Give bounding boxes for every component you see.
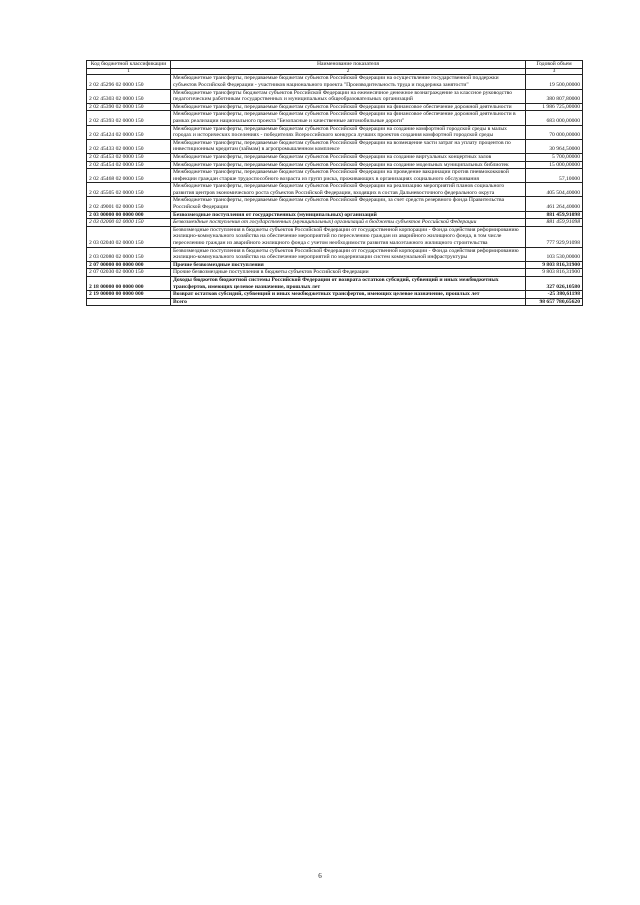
row-amount: 881 459,91098: [526, 219, 583, 227]
row-code: 2 02 45296 02 0000 150: [87, 75, 171, 89]
table-row: [87, 211, 583, 219]
row-name: Всего: [171, 298, 526, 306]
row-name: Межбюджетные трансферты, передаваемые бюджетам субъектов Российской Федерации на осуществление государственной поддержки субъектов Российской Федерации - участников национального проекта "Производительность труда и поддержка занятости": [171, 75, 526, 89]
table-row: [87, 103, 583, 111]
table-header-row: [87, 61, 583, 69]
row-amount: 103 530,00000: [526, 247, 583, 261]
row-code: 2 02 45393 02 0000 150: [87, 111, 171, 125]
row-code: 2 02 45454 02 0000 150: [87, 161, 171, 169]
table-row: [87, 89, 583, 103]
header-code: Код бюджетной классификации: [87, 61, 171, 69]
table-row: [87, 247, 583, 261]
table-row: [87, 161, 583, 169]
row-amount: 380 807,80000: [526, 89, 583, 103]
table-row: [87, 139, 583, 153]
row-code: 2 03 00000 00 0000 000: [87, 211, 171, 219]
header-name: Наименование показателя: [171, 61, 526, 69]
row-code: 2 02 49001 02 0000 150: [87, 197, 171, 211]
row-code: 2 03 02040 02 0000 150: [87, 226, 171, 247]
column-number: 2: [171, 68, 526, 75]
row-name: Безвозмездные поступления в бюджеты субъектов Российской Федерации от государственной корпорации - Фонда содействия реформированию жилищно-коммунального хозяйства на обеспечение мероприятий по переселению граждан из аварийного жилищного фонда, в том числе переселению граждан из аварийного жилищного фонда с учетом необходимости развития малоэтажного жилищного строительства: [171, 226, 526, 247]
table-row: [87, 277, 583, 291]
row-name: Межбюджетные трансферты, передаваемые бюджетам субъектов Российской Федерации на реализацию мероприятий планов социального развития центров экономического роста субъектов Российской Федерации, входящих в состав Дальневосточного федерального округа: [171, 183, 526, 197]
column-number: 1: [87, 68, 171, 75]
row-amount: 327 026,10580: [526, 277, 583, 291]
row-code: 2 02 45505 02 0000 150: [87, 183, 171, 197]
row-amount: 405 504,40000: [526, 183, 583, 197]
table-row: [87, 153, 583, 161]
table-row: [87, 125, 583, 139]
row-name: Доходы бюджетов бюджетной системы Российской Федерации от возврата остатков субсидий, субвенций и иных межбюджетных трансфертов, имеющих целевое назначение, прошлых лет: [171, 277, 526, 291]
header-amount: Годовой объем: [526, 61, 583, 69]
column-number-row: [87, 68, 583, 75]
row-name: Возврат остатков субсидий, субвенций и иных межбюджетных трансфертов, имеющих целевое назначение, прошлых лет: [171, 291, 526, 299]
row-name: Межбюджетные трансферты бюджетам субъектов Российской Федерации на ежемесячное денежное вознаграждение за классное руководство педагогическим работникам государственных и муниципальных общеобразовательных организаций: [171, 89, 526, 103]
row-amount: 9 803 816,31900: [526, 269, 583, 277]
table-row: [87, 183, 583, 197]
row-name: Безвозмездные поступления в бюджеты субъектов Российской Федерации от государственной корпорации - Фонда содействия реформированию жилищно-коммунального хозяйства на обеспечение мероприятий по модернизации систем коммунальной инфраструктуры: [171, 247, 526, 261]
row-amount: 15 000,00000: [526, 161, 583, 169]
row-amount: 461 264,40000: [526, 197, 583, 211]
row-name: Безвозмездные поступления от государственных (муниципальных) организаций в бюджеты субъектов Российской Федерации: [171, 219, 526, 227]
row-name: Межбюджетные трансферты, передаваемые бюджетам субъектов Российской Федерации на финансовое обеспечение дорожной деятельности в рамках реализации национального проекта "Безопасные и качественные автомобильные дороги": [171, 111, 526, 125]
row-name: Межбюджетные трансферты, передаваемые бюджетам субъектов Российской Федерации на создание модельных муниципальных библиотек: [171, 161, 526, 169]
table-row: [87, 261, 583, 269]
table-row: [87, 226, 583, 247]
row-name: Безвозмездные поступления от государственных (муниципальных) организаций: [171, 211, 526, 219]
table-row: [87, 111, 583, 125]
row-name: Межбюджетные трансферты, передаваемые бюджетам субъектов Российской Федерации на финансовое обеспечение дорожной деятельности: [171, 103, 526, 111]
row-amount: 98 657 780,65620: [526, 298, 583, 306]
row-amount: 19 500,00000: [526, 75, 583, 89]
row-amount: 9 803 816,31900: [526, 261, 583, 269]
row-amount: 777 929,91098: [526, 226, 583, 247]
table-row: [87, 197, 583, 211]
row-name: Межбюджетные трансферты, передаваемые бюджетам субъектов Российской Федерации на создание комфортной городской среды в малых городах и исторических поселениях - победителях Всероссийского конкурса лучших проектов создания комфортной городской среды: [171, 125, 526, 139]
row-code: 2 19 00000 00 0000 000: [87, 291, 171, 299]
table-row: [87, 169, 583, 183]
row-amount: 30 964,50000: [526, 139, 583, 153]
row-code: 2 02 45468 02 0000 150: [87, 169, 171, 183]
table-row: [87, 298, 583, 306]
table-row: [87, 219, 583, 227]
row-name: Прочие безвозмездные поступления: [171, 261, 526, 269]
row-amount: 1 986 725,00000: [526, 103, 583, 111]
column-number: 3: [526, 68, 583, 75]
row-amount: 5 700,00000: [526, 153, 583, 161]
row-name: Межбюджетные трансферты, передаваемые бюджетам субъектов Российской Федерации на возмещение части затрат на уплату процентов по инвестиционным кредитам (займам) в агропромышленном комплексе: [171, 139, 526, 153]
row-code: 2 02 45453 02 0000 150: [87, 153, 171, 161]
row-code: 2 02 45433 02 0000 150: [87, 139, 171, 153]
row-name: Межбюджетные трансферты, передаваемые бюджетам субъектов Российской Федерации на проведение вакцинации против пневмококковой инфекции граждан старше трудоспособного возраста из групп риска, проживающих в организациях социального обслуживания: [171, 169, 526, 183]
row-code: 2 07 00000 00 0000 000: [87, 261, 171, 269]
row-amount: 881 459,91098: [526, 211, 583, 219]
row-name: Межбюджетные трансферты, передаваемые бюджетам субъектов Российской Федерации, за счет средств резервного фонда Правительства Российской Федерации: [171, 197, 526, 211]
row-code: 2 03 02080 02 0000 150: [87, 247, 171, 261]
table-row: [87, 269, 583, 277]
budget-table: [86, 60, 583, 306]
table-row: [87, 75, 583, 89]
row-amount: -25 380,61198: [526, 291, 583, 299]
row-code: [87, 298, 171, 306]
row-code: 2 02 45424 02 0000 150: [87, 125, 171, 139]
row-code: 2 18 00000 00 0000 000: [87, 277, 171, 291]
row-name: Межбюджетные трансферты, передаваемые бюджетам субъектов Российской Федерации на создание виртуальных концертных залов: [171, 153, 526, 161]
row-code: 2 02 45303 02 0000 150: [87, 89, 171, 103]
row-amount: 70 000,00000: [526, 125, 583, 139]
page-number: 6: [318, 872, 322, 880]
table-row: [87, 291, 583, 299]
row-code: 2 02 45390 02 0000 150: [87, 103, 171, 111]
row-name: Прочие безвозмездные поступления в бюджеты субъектов Российской Федерации: [171, 269, 526, 277]
row-code: 2 03 02000 02 0000 150: [87, 219, 171, 227]
row-amount: 683 000,00000: [526, 111, 583, 125]
row-amount: 57,10000: [526, 169, 583, 183]
table-body: [87, 75, 583, 306]
row-code: 2 07 02030 02 0000 150: [87, 269, 171, 277]
